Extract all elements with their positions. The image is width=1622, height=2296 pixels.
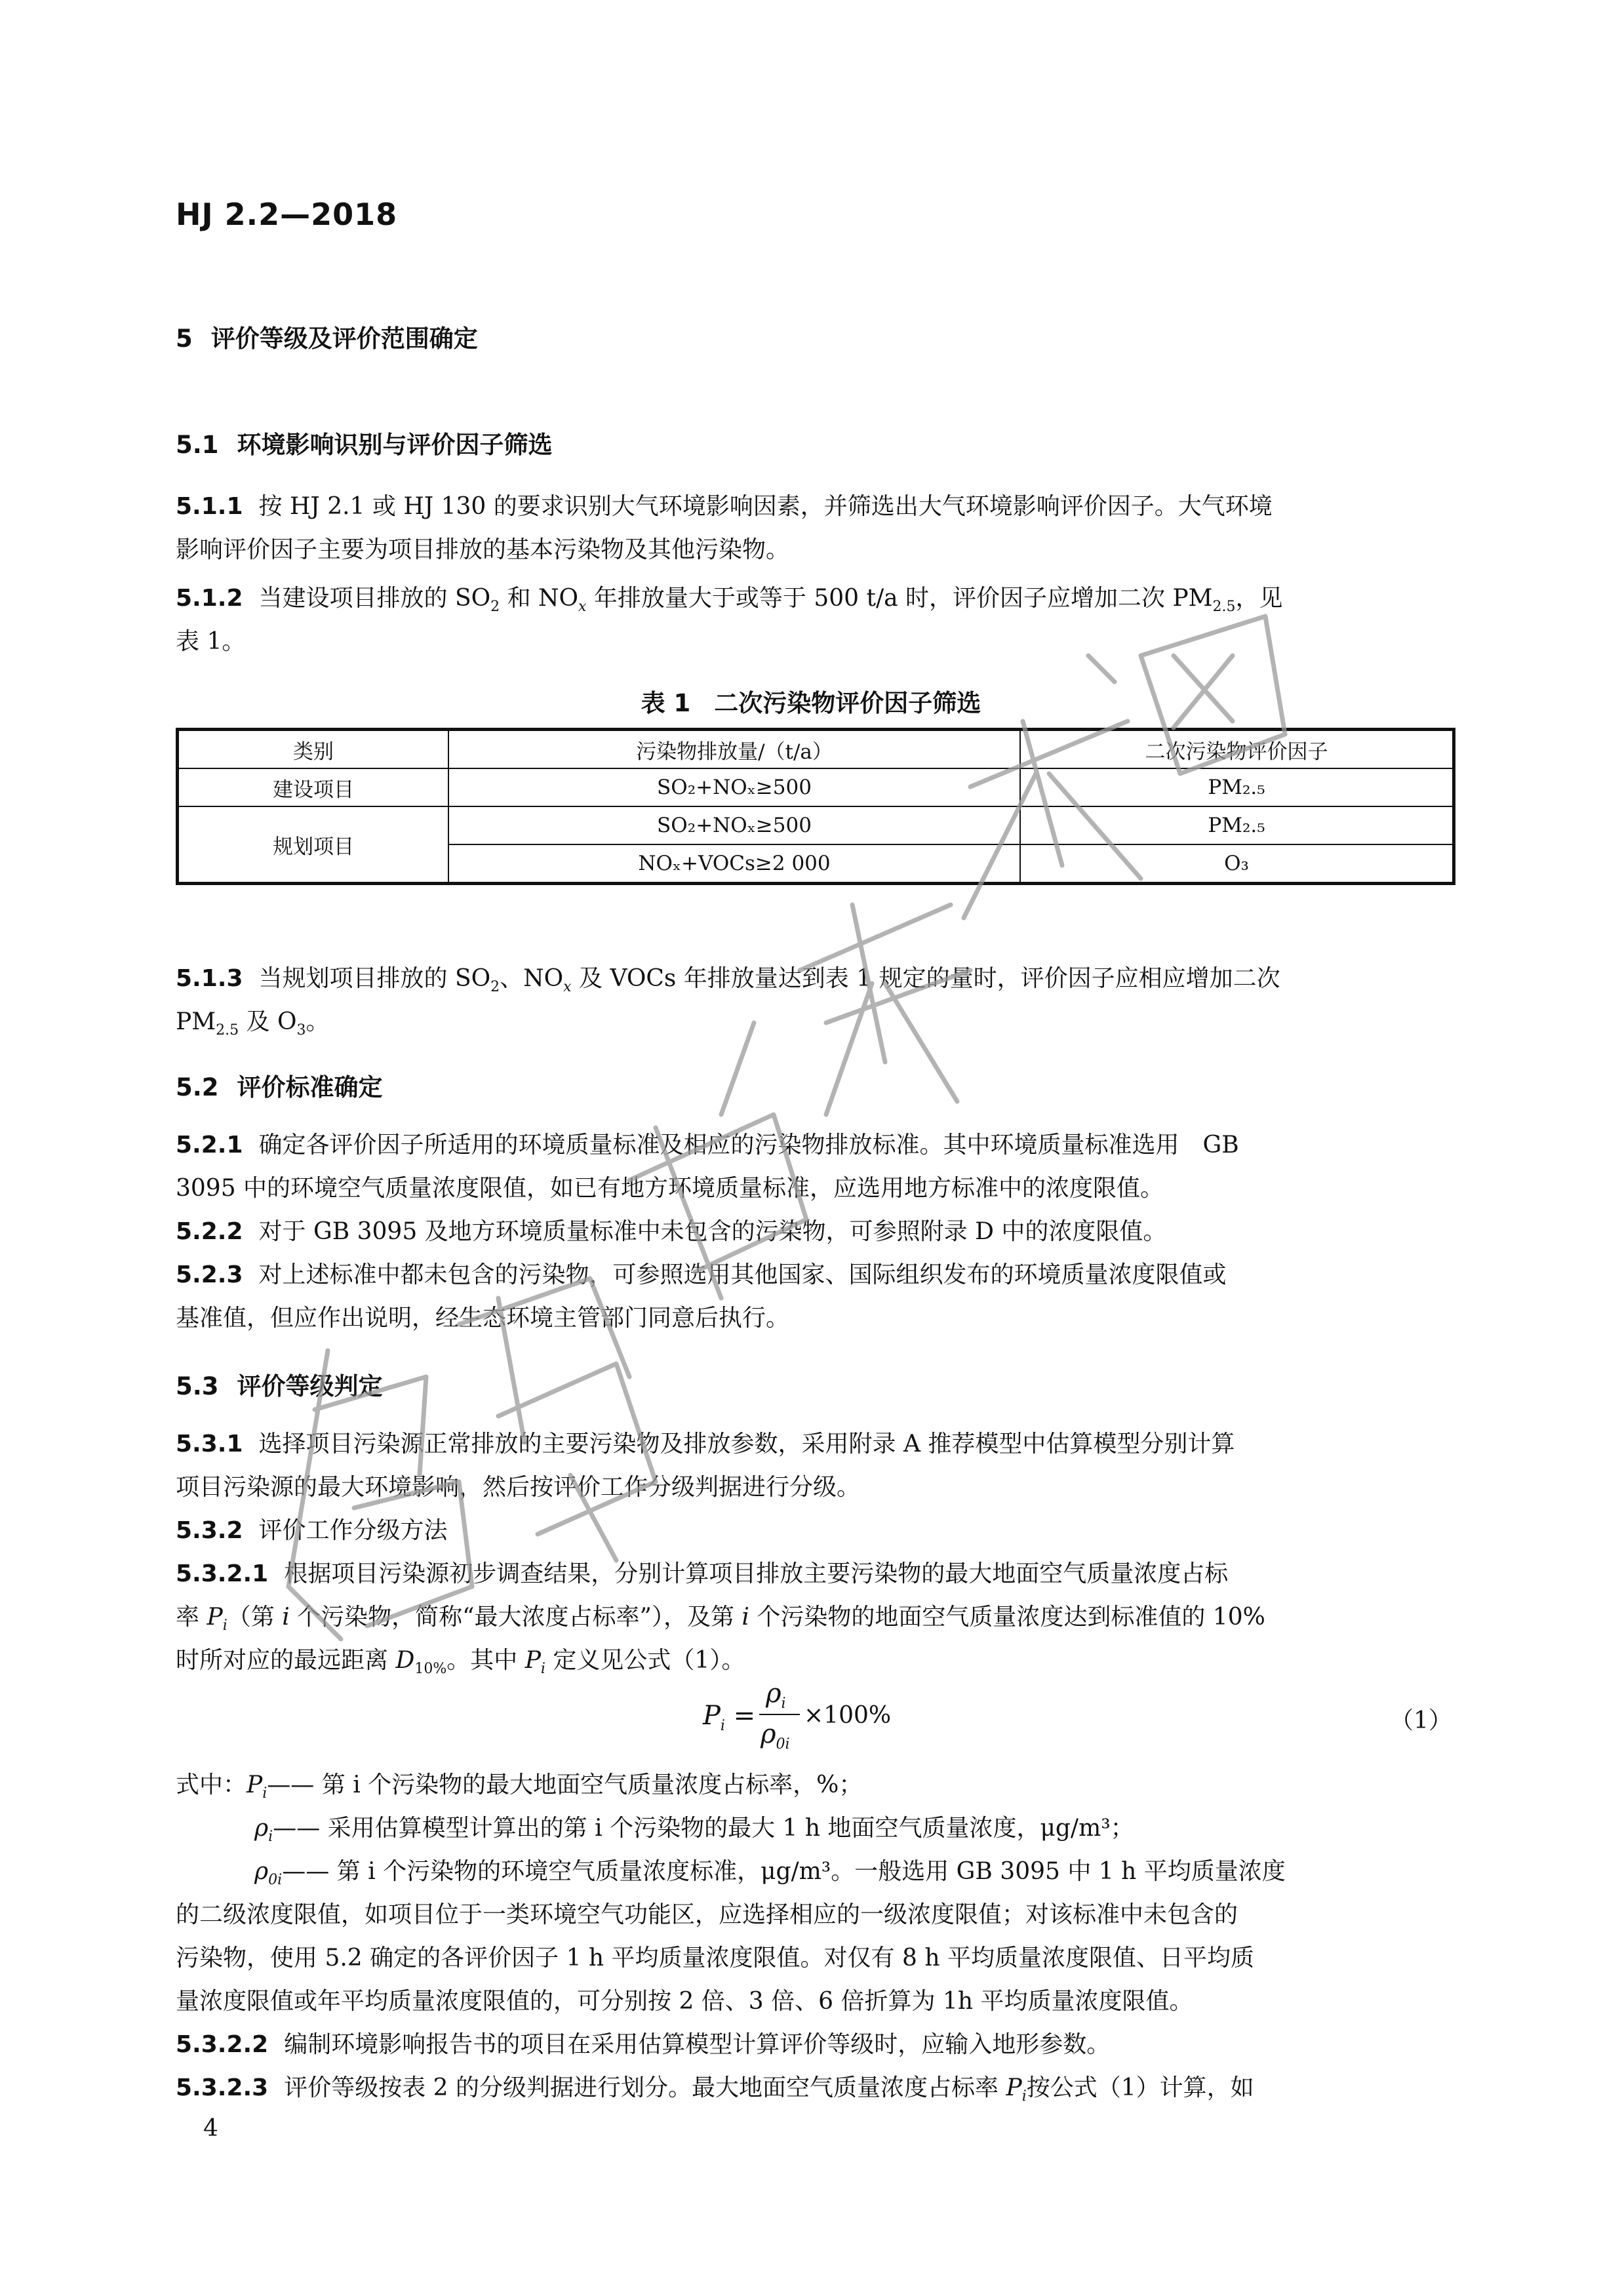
para-5-2-1-line1: [176, 1126, 1239, 1160]
clause-text: 率: [176, 1604, 207, 1631]
clause-number: 5.3.2.2: [176, 2031, 269, 2058]
definition-pi: 式中：$P_i——$ 第 i 个污染物的最大地面空气质量浓度占标率，%；: [176, 1771, 863, 1802]
formula-subscript: 0i: [776, 1736, 790, 1752]
table-1-caption: [0, 683, 1622, 719]
clause-text: 个污染物，简称“最大浓度占标率”），及第: [289, 1604, 742, 1631]
definition-rhoi: $\rho_i——$ 采用估算模型计算出的第 i 个污染物的最大 1 h 地面空气质量浓度，μg/m³；: [254, 1815, 1134, 1846]
clause-text: 评价工作分级方法: [258, 1517, 448, 1544]
clause-text: 当规划项目排放的 SO: [258, 965, 491, 992]
standard-code: HJ 2.2—2018: [176, 197, 398, 232]
definition-text: 第 i 个污染物的环境空气质量浓度标准，μg/m³。一般选用 GB 3095 中 1 h 平均质量浓度: [336, 1858, 1286, 1885]
formula-numerator: $\rho_i$: [766, 1678, 786, 1712]
clause-number: 5.1.2: [176, 585, 243, 612]
clause-text: 对于 GB 3095 及地方环境质量标准中未包含的污染物，可参照附录 D 中的浓度限值。: [258, 1218, 1167, 1245]
clause-text: 定义见公式（1）。: [545, 1647, 745, 1674]
clause-number: 5.1.1: [176, 493, 243, 520]
section-5-2-heading: [176, 1067, 383, 1103]
clause-number: 5.3.2.1: [176, 1560, 269, 1587]
clause-text: 和 NO: [500, 585, 579, 612]
section-number: 5.1: [176, 431, 219, 459]
clause-text: 及 O: [239, 1008, 297, 1035]
clause-text: 对上述标准中都未包含的污染物，可参照选用其他国家、国际组织发布的环境质量浓度限值或: [258, 1261, 1227, 1288]
clause-number: 5.1.3: [176, 965, 243, 992]
clause-text: 按 HJ 2.1 或 HJ 130 的要求识别大气环境影响因素，并筛选出大气环境影响评价因子。大气环境: [258, 493, 1273, 520]
section-title: 环境影响识别与评价因子筛选: [237, 431, 553, 459]
clause-number: 5.3.2.3: [176, 2074, 269, 2101]
table-number: 表 1: [641, 689, 691, 717]
formula-multiplier: ×100%: [804, 1702, 892, 1729]
equation-number: （1）: [1390, 1707, 1452, 1734]
table-cell: 建设项目: [178, 768, 449, 806]
table-cell: SO₂+NOₓ≥500: [448, 806, 1020, 844]
table-cell: PM₂.₅: [1020, 806, 1454, 844]
definition-intro: 式中：: [176, 1771, 247, 1798]
para-5-3-2-1-line2: 率 $P_i$（第 i 个污染物，简称“最大浓度占标率”），及第 i 个污染物的地面空气质量浓度达到标准值的 10%: [176, 1604, 1265, 1634]
clause-text: PM: [176, 1008, 216, 1035]
definition-text: 第 i 个污染物的最大地面空气质量浓度占标率，%；: [321, 1771, 863, 1798]
para-5-1-2-line1: 5.1.2 当建设项目排放的 $SO_2$ 和 $NO_x$ 年排放量大于或等于 500 t/a 时，评价因子应增加二次 $PM_{2.5}$，见: [176, 585, 1283, 616]
para-5-1-1-line2: 影响评价因子主要为项目排放的基本污染物及其他污染物。: [176, 536, 790, 563]
section-title: 评价标准确定: [237, 1073, 383, 1101]
section-number: 5.2: [176, 1073, 219, 1101]
clause-text: 选择项目污染源正常排放的主要污染物及排放参数，采用附录 A 推荐模型中估算模型分别计算: [258, 1431, 1235, 1457]
clause-text: 根据项目污染源初步调查结果，分别计算项目排放主要污染物的最大地面空气质量浓度占标: [284, 1560, 1229, 1587]
fraction-bar: [759, 1714, 800, 1715]
para-5-1-3-line1: 5.1.3 当规划项目排放的 $SO_2$、$NO_x$ 及 VOCs 年排放量达到表 1 规定的量时，评价因子应相应增加二次: [176, 965, 1280, 996]
para-5-2-1-line2: 3095 中的环境空气质量浓度限值，如已有地方环境质量标准，应选用地方标准中的浓度限值。: [176, 1175, 1164, 1202]
definition-dash: ——: [282, 1858, 330, 1885]
clause-text: 年排放量大于或等于 500 t/a 时，评价因子应增加二次 PM: [586, 585, 1213, 612]
clause-text: 、NO: [500, 965, 564, 992]
table-cell: NOₓ+VOCs≥2 000: [448, 844, 1020, 884]
para-5-3-2-1-line3: 时所对应的最远距离 $D_{10\%}$。其中 $P_i$ 定义见公式（1）。: [176, 1647, 745, 1678]
para-5-2-3-line2: 基准值，但应作出说明，经生态环境主管部门同意后执行。: [176, 1305, 790, 1332]
para-5-3-2-2: [176, 2026, 1110, 2059]
formula-lhs: $P_i$ =: [703, 1701, 756, 1734]
section-title: 评价等级判定: [237, 1372, 383, 1400]
clause-number: 5.3.2: [176, 1517, 243, 1544]
para-5-1-2-line2: 表 1。: [176, 628, 246, 655]
table-cell: SO₂+NOₓ≥500: [448, 768, 1020, 806]
clause-number: 5.3.1: [176, 1431, 243, 1457]
header-cell: 污染物排放量/（t/a）: [448, 730, 1020, 769]
table-cell: O₃: [1020, 844, 1454, 884]
table-row: [178, 768, 1454, 806]
section-number: 5.3: [176, 1372, 219, 1400]
section-number: 5: [176, 325, 193, 353]
definition-continuation: 污染物，使用 5.2 确定的各评价因子 1 h 平均质量浓度限值。对仅有 8 h 平均质量浓度限值、日平均质: [176, 1945, 1254, 1971]
header-cell: 类别: [178, 730, 449, 769]
clause-number: 5.2.1: [176, 1132, 243, 1158]
section-5-1-heading: [176, 425, 553, 460]
clause-number: 5.2.3: [176, 1261, 243, 1288]
formula-symbol: ρ: [766, 1678, 781, 1709]
definition-text: 采用估算模型计算出的第 i 个污染物的最大 1 h 地面空气质量浓度，μg/m³；: [327, 1815, 1134, 1842]
para-5-3-1-line1: [176, 1425, 1235, 1459]
table-cell: PM₂.₅: [1020, 768, 1454, 806]
clause-text: 时所对应的最远距离: [176, 1647, 396, 1674]
definition-rho0i: $\rho_{0i}——$ 第 i 个污染物的环境空气质量浓度标准，μg/m³。一般选用 GB 3095 中 1 h 平均质量浓度: [254, 1858, 1286, 1889]
table-title: 二次污染物评价因子筛选: [714, 689, 981, 717]
para-5-2-2: [176, 1213, 1166, 1246]
clause-text: 编制环境影响报告书的项目在采用估算模型计算评价等级时，应输入地形参数。: [284, 2031, 1111, 2058]
para-5-3-2-1-line1: [176, 1555, 1228, 1589]
clause-text: （第: [227, 1604, 283, 1631]
table-cell: 规划项目: [178, 806, 449, 884]
definition-dash: ——: [273, 1815, 321, 1842]
para-5-3-2-3: 5.3.2.3 评价等级按表 2 的分级判据进行划分。最大地面空气质量浓度占标率 $P_i$按公式（1）计算，如: [176, 2074, 1254, 2105]
clause-text: 当建设项目排放的 SO: [258, 585, 491, 612]
definition-continuation: 的二级浓度限值，如项目位于一类环境空气功能区，应选择相应的一级浓度限值；对该标准中未包含的: [176, 1901, 1238, 1928]
clause-text: 评价等级按表 2 的分级判据进行划分。最大地面空气质量浓度占标率: [284, 2074, 1006, 2101]
formula-denominator: [761, 1719, 790, 1752]
clause-text: 按公式（1）计算，如: [1026, 2074, 1254, 2101]
para-5-3-2: [176, 1512, 448, 1545]
para-5-2-3-line1: [176, 1256, 1227, 1290]
para-5-3-1-line2: 项目污染源的最大环境影响，然后按评价工作分级判据进行分级。: [176, 1474, 861, 1501]
clause-text: 。: [306, 1008, 330, 1035]
section-5-3-heading: [176, 1366, 383, 1402]
clause-number: 5.2.2: [176, 1218, 243, 1245]
para-5-1-3-line2: $PM_{2.5}$ 及 $O_3$。: [176, 1008, 330, 1039]
clause-text: 。其中: [446, 1647, 525, 1674]
formula-symbol: ρ: [761, 1719, 776, 1749]
clause-text: 及 VOCs 年排放量达到表 1 规定的量时，评价因子应相应增加二次: [571, 965, 1280, 992]
header-cell: 二次污染物评价因子: [1020, 730, 1454, 769]
para-5-1-1-line1: [176, 488, 1273, 521]
table-1: [176, 728, 1455, 885]
table-header-row: [178, 730, 1454, 769]
formula-symbol: P: [703, 1701, 721, 1731]
clause-text: ，见: [1235, 585, 1283, 612]
section-title: 评价等级及评价范围确定: [210, 325, 478, 353]
clause-text: 确定各评价因子所适用的环境质量标准及相应的污染物排放标准。其中环境质量标准选用 GB: [258, 1132, 1239, 1158]
clause-text: 个污染物的地面空气质量浓度达到标准值的 10%: [749, 1604, 1265, 1631]
definition-dash: ——: [267, 1771, 315, 1798]
page-number: 4: [203, 2115, 218, 2142]
formula-subscript: i: [720, 1718, 725, 1734]
table-row: [178, 806, 1454, 844]
section-5-heading: [176, 319, 478, 354]
definition-continuation: 量浓度限值或年平均质量浓度限值的，可分别按 2 倍、3 倍、6 倍折算为 1h 平均质量浓度限值。: [176, 1988, 1193, 2015]
